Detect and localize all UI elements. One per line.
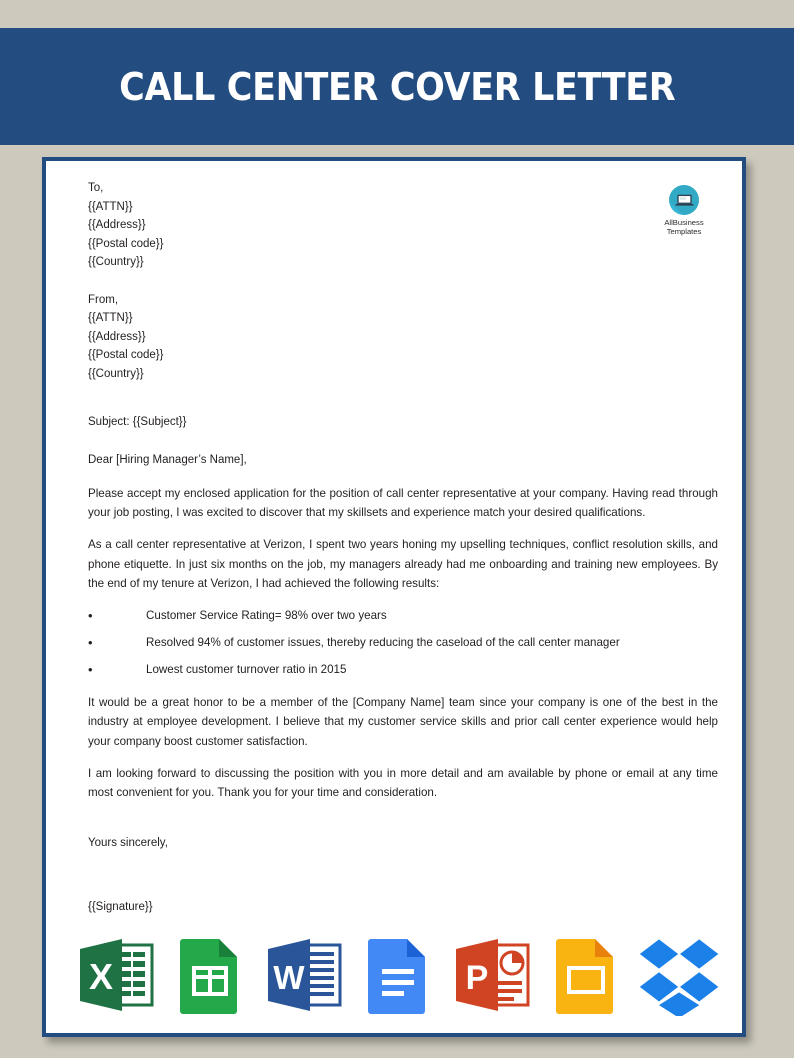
body-paragraph-1: Please accept my enclosed application for the position of call center representative at your company. Having read through your job posting, I was excited to discover that my skillsets and experience match your desired qualifications.	[88, 486, 718, 519]
subject-line: Subject: {{Subject}}	[88, 415, 187, 428]
document-sheet	[42, 157, 746, 1037]
salutation-line: Dear [Hiring Manager’s Name],	[88, 453, 247, 466]
list-item	[88, 606, 718, 625]
svg-text:X: X	[88, 956, 114, 997]
list-item	[88, 660, 718, 679]
logo-line-2: Templates	[666, 227, 702, 236]
list-item-label: Customer Service Rating= 98% over two years	[146, 608, 387, 622]
laptop-glyph	[675, 194, 694, 207]
file-format-icon-strip	[74, 929, 722, 1021]
word-icon[interactable]	[262, 933, 346, 1017]
logo-line-1: AllBusiness	[664, 218, 704, 227]
to-label: To,	[88, 182, 104, 194]
google-slides-icon[interactable]	[544, 933, 628, 1017]
from-postal-code: {{Postal code}}	[88, 349, 164, 362]
sender-address-block	[88, 291, 716, 384]
body-paragraph-3: It would be a great honor to be a member of the [Company Name] team since your company is one of the best in the industry at employee development. I believe that my customer service skills and prior call center experience would help your company boost customer satisfaction.	[88, 695, 718, 748]
list-item-label: Resolved 94% of customer issues, thereby reducing the caseload of the call center manager	[146, 635, 620, 649]
closing-line: Yours sincerely,	[88, 836, 168, 849]
body-paragraph-4: I am looking forward to discussing the position with you in more detail and am available by phone or email at any time most convenient for you. Thank you for your time and consideration.	[88, 767, 718, 800]
list-item	[88, 633, 718, 652]
allbusiness-templates-logo	[648, 185, 720, 236]
from-attn: {{ATTN}}	[88, 312, 133, 325]
recipient-address-block	[88, 179, 716, 272]
laptop-icon	[669, 185, 699, 215]
signature-placeholder: {{Signature}}	[88, 900, 153, 913]
svg-text:P: P	[465, 959, 489, 997]
document-content	[46, 161, 742, 1033]
excel-icon[interactable]	[74, 933, 158, 1017]
page-title: CALL CENTER COVER LETTER	[118, 64, 676, 109]
from-label: From,	[88, 293, 119, 306]
from-address: {{Address}}	[88, 330, 146, 343]
to-postal-code: {{Postal code}}	[88, 237, 164, 250]
address-spacer	[88, 272, 716, 291]
list-item-label: Lowest customer turnover ratio in 2015	[146, 663, 347, 677]
bullet-marker-icon: •	[88, 634, 93, 650]
achievements-list	[88, 606, 718, 680]
to-address: {{Address}}	[88, 219, 146, 232]
google-sheets-icon[interactable]	[168, 933, 252, 1017]
bullet-marker-icon: •	[88, 607, 93, 623]
dropbox-icon[interactable]	[638, 933, 722, 1017]
svg-text:W: W	[273, 959, 305, 996]
page-header-banner	[0, 28, 794, 145]
bullet-marker-icon: •	[88, 662, 93, 678]
google-docs-icon[interactable]	[356, 933, 440, 1017]
from-country: {{Country}}	[88, 367, 144, 380]
powerpoint-icon[interactable]	[450, 933, 534, 1017]
to-country: {{Country}}	[88, 256, 144, 269]
body-paragraph-2: As a call center representative at Verizon, I spent two years honing my upselling techniques, conflict resolution skills, and phone etiquette. In just six months on the job, my managers already had me onboarding and training new employees. By the end of my tenure at Verizon, I had achieved the following results:	[88, 538, 718, 591]
to-attn: {{ATTN}}	[88, 200, 133, 213]
